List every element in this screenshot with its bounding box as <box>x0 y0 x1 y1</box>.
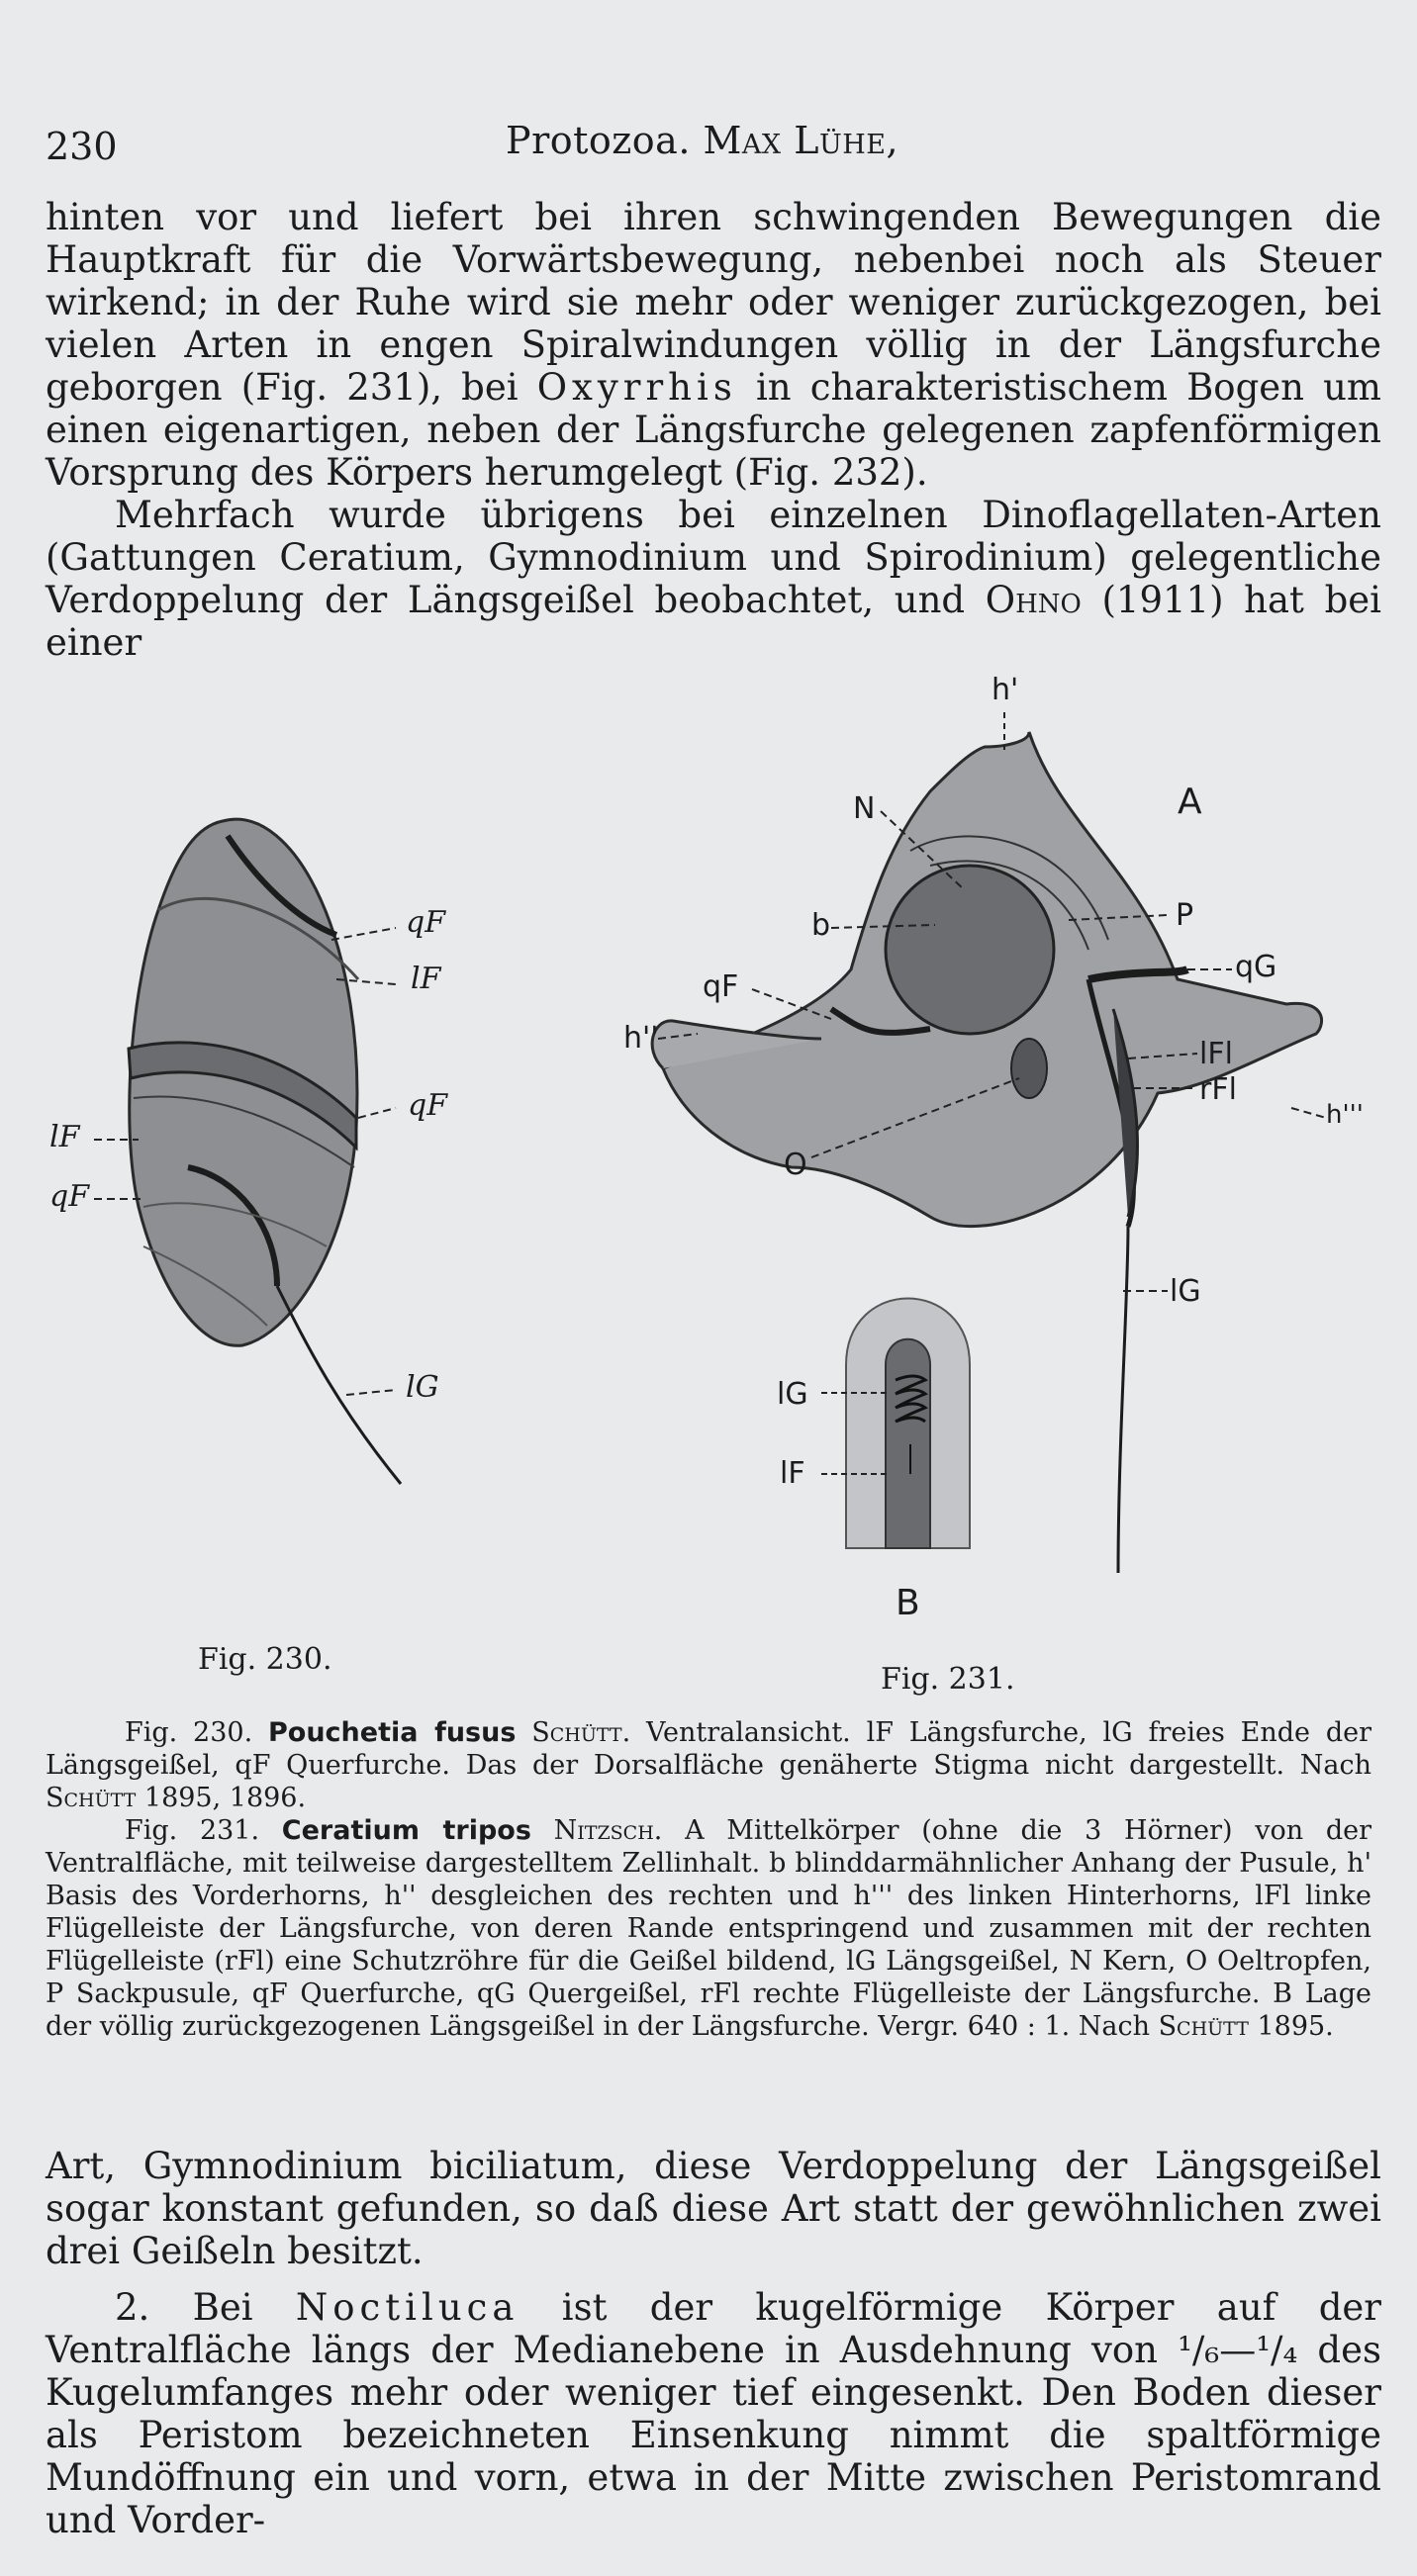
figure-area <box>40 653 1405 1702</box>
genus-oxyrrhis: Oxyrrhis <box>536 366 737 409</box>
fig231b-label-lG: lG <box>777 1377 808 1412</box>
fig231-label-qF: qF <box>703 969 739 1004</box>
fig231-label-rFl: rFl <box>1199 1072 1237 1107</box>
paragraph-4-rest: ist der kugelförmige Körper auf der Ventralfläche längs der Medianebene in Ausdehnung von ¹/₆—¹/₄ des Kugelumfanges mehr oder weniger tief eingesenkt. Den Boden dieser als Peristom bezeichneten Einsenkung nimmt die spaltförmige Mundöffnung ein und vorn, etwa in der Mitte zwischen Peristomrand und Vorder- <box>46 2286 1381 2541</box>
fig231-label-B: B <box>896 1583 920 1623</box>
fig231-label-N: N <box>853 791 876 826</box>
fig231b-label-lF: lF <box>780 1456 805 1491</box>
body-text-bottom <box>46 2145 1381 2541</box>
caption-fig231 <box>46 1814 1371 2043</box>
caption-fig231-ref: Schütt 1895. <box>1158 2011 1334 2042</box>
caption-fig231-author: Nitzsch. <box>553 1815 663 1846</box>
fig230-caption-label: Fig. 230. <box>198 1642 332 1677</box>
fig231a-drawing <box>652 712 1326 1573</box>
fig230-label-lG: lG <box>406 1370 439 1405</box>
paragraph-2-text: Mehrfach wurde übrigens bei einzelnen Dinoflagellaten-Arten (Gattungen Ceratium, Gymnodinium und Spirodinium) gelegentliche Verdoppelung der Längsgeißel beobachtet, und <box>46 494 1381 621</box>
fig230-label-qF-2: qF <box>408 1088 448 1123</box>
paragraph-3: Art, Gymnodinium biciliatum, diese Verdoppelung der Längsgeißel sogar konstant gefunden, so daß diese Art statt der gewöhnlichen zwei drei Geißeln besitzt. <box>46 2145 1381 2272</box>
caption-fig230-prefix: Fig. 230. <box>125 1717 253 1748</box>
running-head <box>506 119 898 162</box>
fig230-drawing <box>94 819 401 1484</box>
fig231-label-h2: h'' <box>623 1021 659 1056</box>
body-text-top <box>46 196 1381 664</box>
fig231-label-lG: lG <box>1170 1274 1201 1309</box>
caption-fig231-prefix: Fig. 231. <box>125 1815 260 1846</box>
fig230-label-lF-2: lF <box>49 1120 80 1154</box>
fig231-label-b: b <box>811 908 831 943</box>
paragraph-1 <box>46 196 1381 494</box>
paragraph-1-rest: in charakteristischem Bogen um einen eigenartigen, neben der Längsfurche gelegenen zapfenförmigen Vorsprung des Körpers herumgelegt (Fig. 232). <box>46 366 1381 494</box>
fig231-label-A: A <box>1178 782 1202 822</box>
paragraph-4-start: 2. Bei <box>115 2286 296 2329</box>
page-header <box>46 117 1358 176</box>
fig231-caption-label: Fig. 231. <box>881 1662 1015 1697</box>
fig231-label-lFl: lFl <box>1199 1037 1233 1071</box>
fig231-label-P: P <box>1176 898 1194 933</box>
caption-fig230-ref: Schütt 1895, 1896. <box>46 1783 307 1813</box>
paragraph-2 <box>46 494 1381 664</box>
fig231b-drawing <box>821 1299 970 1549</box>
fig230-label-lF-1: lF <box>411 962 441 996</box>
fig231-label-qG: qG <box>1235 950 1277 984</box>
paragraph-2-rest: (1911) hat bei einer <box>46 579 1381 664</box>
running-head-author: Max Lühe, <box>703 119 899 162</box>
paragraph-1-text: hinten vor und liefert bei ihren schwingenden Bewegungen die Hauptkraft für die Vorwärtsbewegung, nebenbei noch als Steuer wirkend; in der Ruhe wird sie mehr oder weniger zurückgezogen, bei vielen Arten in engen Spiralwindungen völlig in der Längsfurche geborgen (Fig. 231), bei <box>46 196 1381 409</box>
caption-fig231-species: Ceratium tripos <box>281 1815 531 1846</box>
figure-captions <box>46 1716 1371 2043</box>
fig230-label-qF-1: qF <box>406 905 446 940</box>
page-number: 230 <box>46 125 118 168</box>
fig231-label-h1: h' <box>992 673 1019 707</box>
caption-fig231-text: A Mittelkörper (ohne die 3 Hörner) von der Ventralfläche, mit teilweise dargestelltem Zellinhalt. b blinddarmähnlicher Anhang der Pusule, h' Basis des Vorderhorns, h'' desgleichen des rechten und h''' des linken Hinterhorns, lFl linke Flügelleiste der Längsfurche, von deren Rande entspringend und zusammen mit der rechten Flügelleiste (rFl) eine Schutzröhre für die Geißel bildend, lG Längsgeißel, N Kern, O Oeltropfen, P Sackpusule, qF Querfurche, qG Quergeißel, rFl rechte Flügelleiste der Längsfurche. B Lage der völlig zurückgezogenen Längsgeißel in der Längsfurche. Vergr. 640 : 1. Nach <box>46 1815 1371 2042</box>
fig230-label-qF-3: qF <box>49 1179 90 1214</box>
paragraph-4 <box>46 2286 1381 2541</box>
author-ohno: Ohno <box>985 579 1082 621</box>
caption-fig230-species: Pouchetia fusus <box>267 1717 517 1748</box>
genus-noctiluca: Noctiluca <box>295 2286 520 2329</box>
caption-fig230 <box>46 1716 1371 1814</box>
fig231-label-O: O <box>784 1148 807 1182</box>
caption-fig230-author: Schütt. <box>531 1717 631 1748</box>
fig231-label-h3: h''' <box>1326 1100 1364 1130</box>
caption-fig230-text: Ventralansicht. lF Längsfurche, lG freies Ende der Längsgeißel, qF Querfurche. Das der Dorsalfläche genäherte Stigma nicht dargestellt. Nach <box>46 1717 1371 1781</box>
running-head-title: Protozoa. <box>506 119 691 162</box>
